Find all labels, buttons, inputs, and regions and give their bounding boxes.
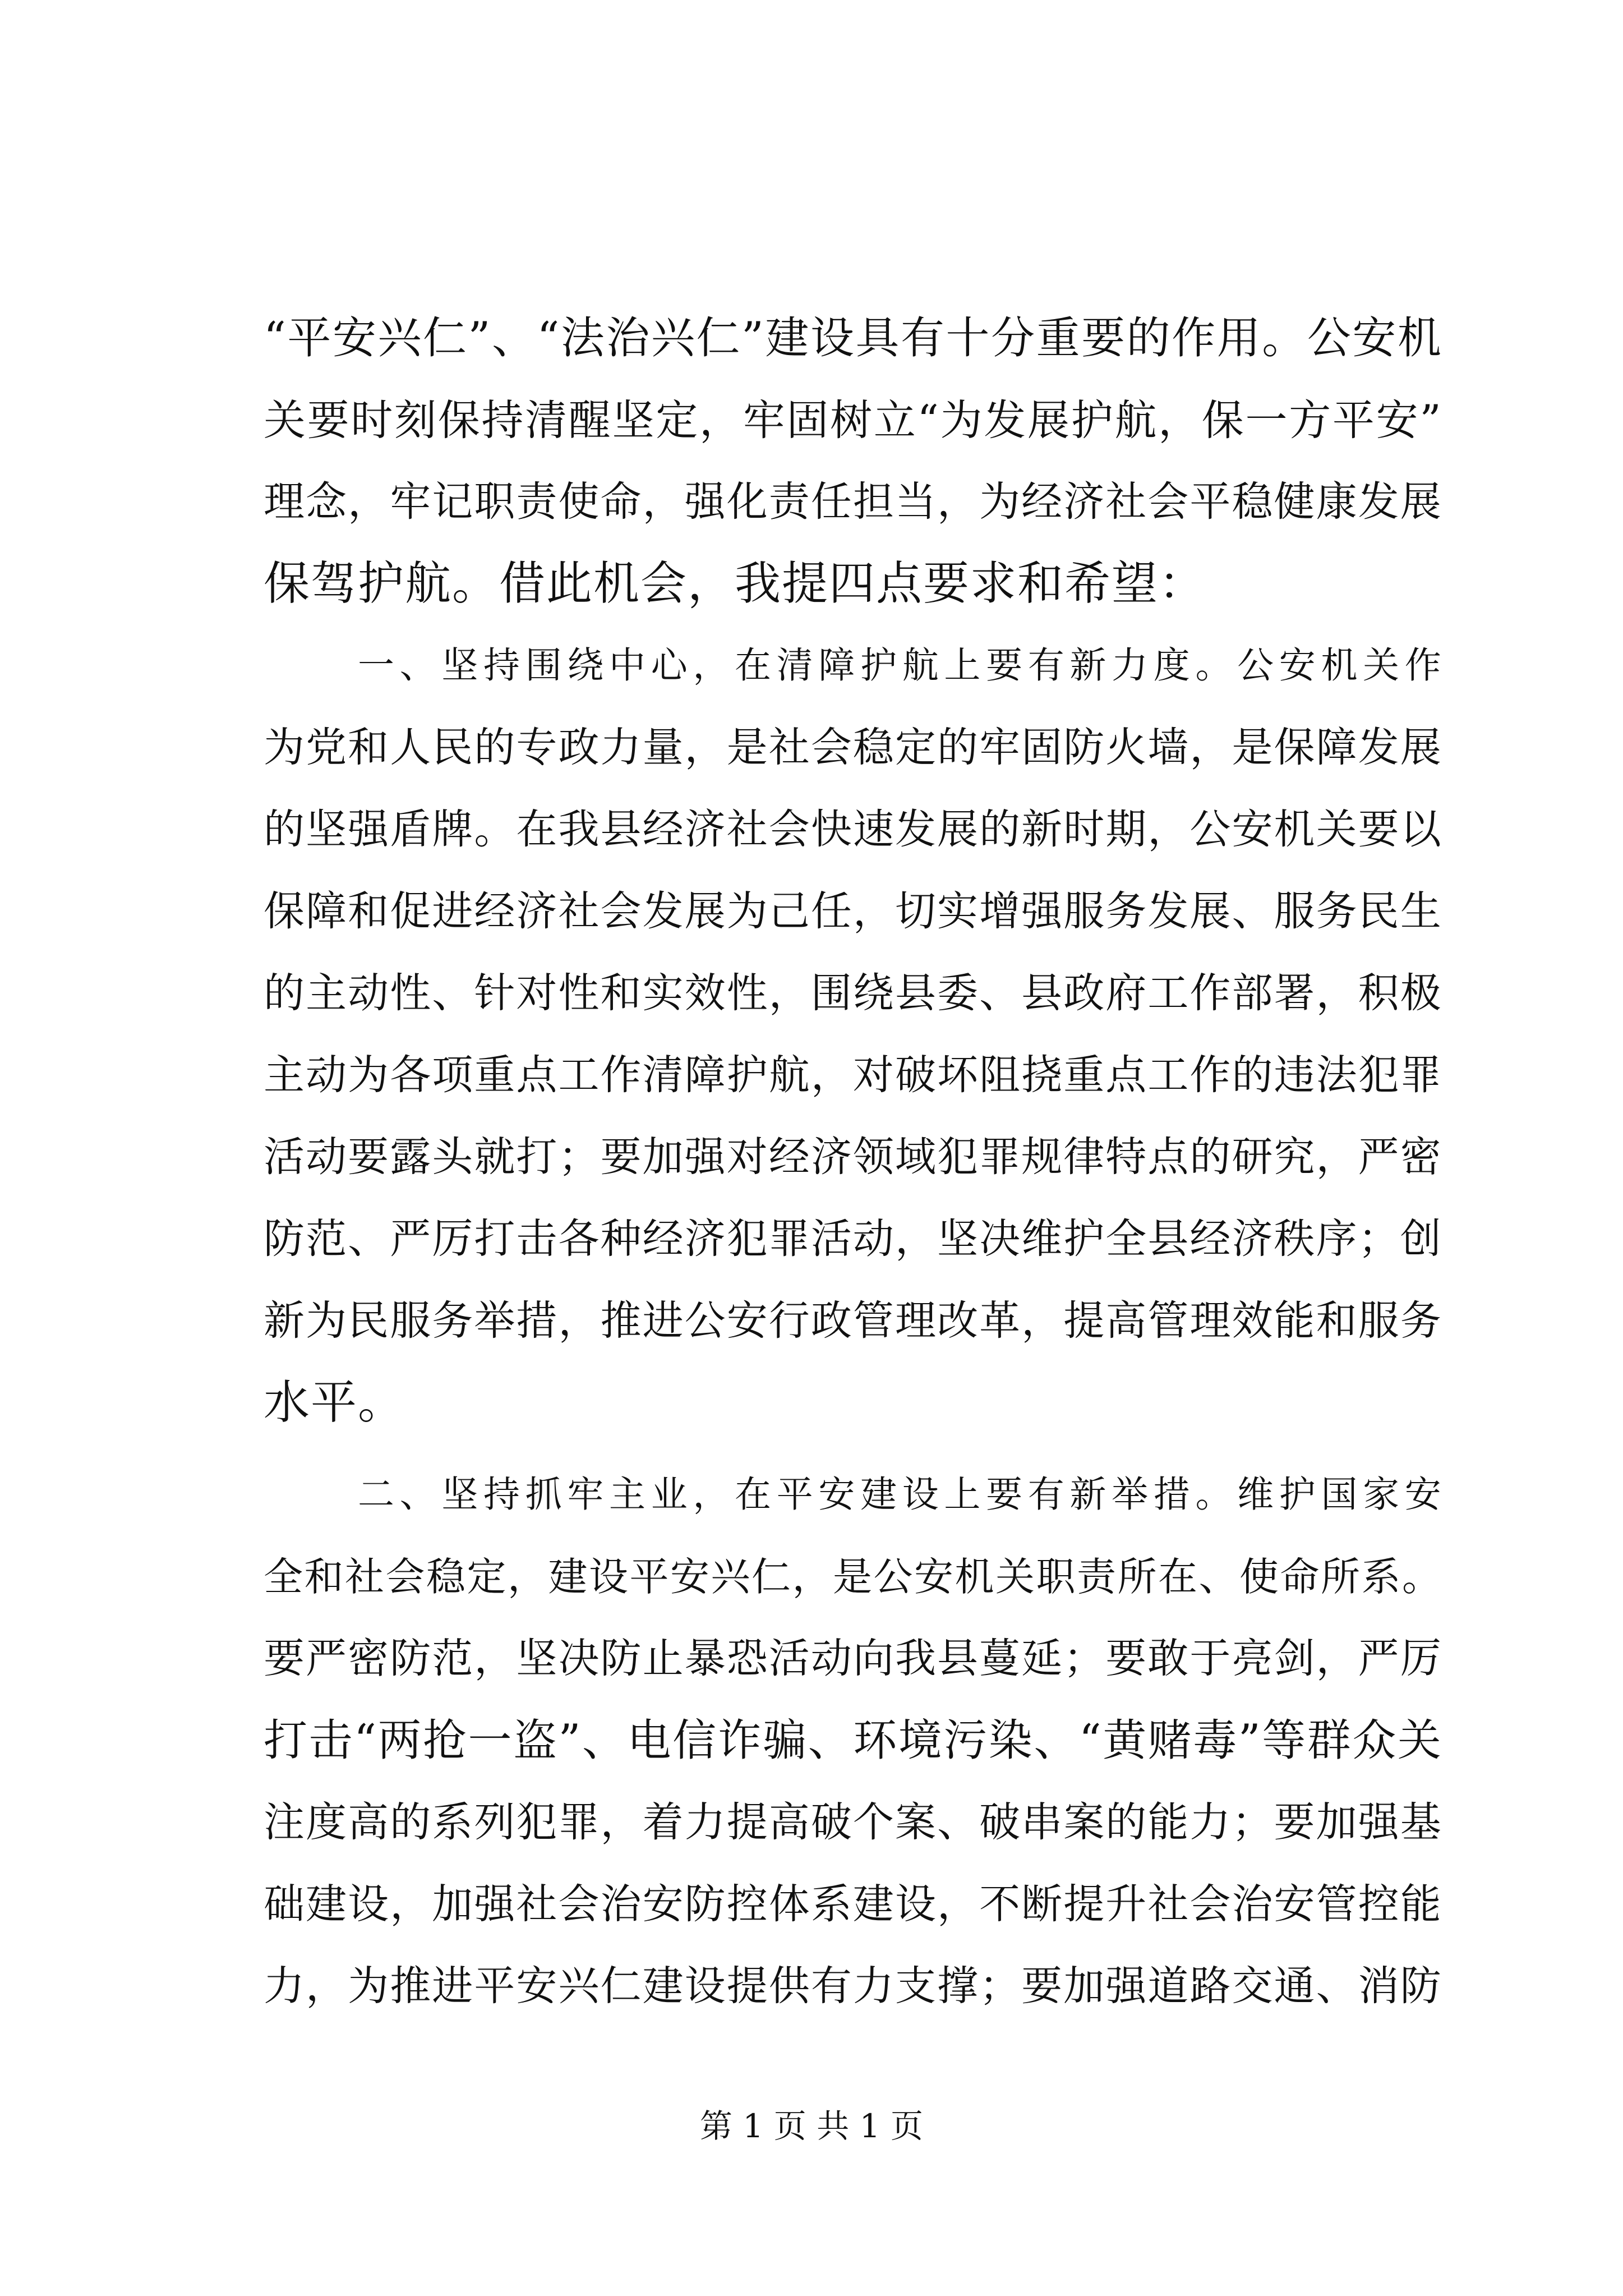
paragraph-1	[264, 297, 1441, 625]
text-line: 要 严 密 防 范 ， 坚 决 防 止 暴 恐 活 动 向 我 县 蔓 延 ； 要 敢 于 亮 剑 ， 严 厉	[264, 1635, 1441, 1682]
text-line: 力 ， 为 推 进 平 安 兴 仁 建 设 提 供 有 力 支 撑 ； 要 加 强 道 路 交 通 、 消 防	[264, 1962, 1441, 2010]
text-line: 打 击 “ 两 抢 一 盗 ” 、 电 信 诈 骗 、 环 境 污 染 、 “ 黄 赌 毒 ” 等 群 众 关	[264, 1715, 1441, 1766]
text-line: 注 度 高 的 系 列 犯 罪 ， 着 力 提 高 破 个 案 、 破 串 案 的 能 力 ； 要 加 强 基	[264, 1798, 1441, 1846]
page-number-footer: 第 1 页 共 1 页	[700, 2107, 923, 2145]
text-line: “ 平 安 兴 仁 ” 、 “ 法 治 兴 仁 ” 建 设 具 有 十 分 重 要 的 作 用 。 公 安 机	[264, 313, 1441, 364]
text-line: 二 、 坚 持 抓 牢 主 业 ， 在 平 安 建 设 上 要 有 新 举 措 。 维 护 国 家 安	[358, 1474, 1441, 1516]
text-line: 理 念 ， 牢 记 职 责 使 命 ， 强 化 责 任 担 当 ， 为 经 济 社 会 平 稳 健 康 发 展	[264, 478, 1441, 526]
paragraph-gap	[264, 1444, 1441, 1454]
text-line: 全 和 社 会 稳 定 ， 建 设 平 安 兴 仁 ， 是 公 安 机 关 职 责 所 在 、 使 命 所 系 。	[264, 1554, 1441, 1600]
document-body	[264, 297, 1441, 2027]
paragraph-2	[264, 625, 1441, 1444]
text-line: 保 障 和 促 进 经 济 社 会 发 展 为 己 任 ， 切 实 增 强 服 务 发 展 、 服 务 民 生	[264, 887, 1441, 935]
text-line: 水平。	[264, 1376, 405, 1429]
text-line: 础 建 设 ， 加 强 社 会 治 安 防 控 体 系 建 设 ， 不 断 提 升 社 会 治 安 管 控 能	[264, 1880, 1441, 1928]
text-line: 新 为 民 服 务 举 措 ， 推 进 公 安 行 政 管 理 改 革 ， 提 高 管 理 效 能 和 服 务	[264, 1297, 1441, 1345]
text-line: 保驾护航。借此机会，我提四点要求和希望：	[264, 557, 1206, 610]
text-line: 主 动 为 各 项 重 点 工 作 清 障 护 航 ， 对 破 坏 阻 挠 重 点 工 作 的 违 法 犯 罪	[264, 1051, 1441, 1099]
text-line: 的 坚 强 盾 牌 。 在 我 县 经 济 社 会 快 速 发 展 的 新 时 期 ， 公 安 机 关 要 以	[264, 806, 1441, 853]
text-line: 的 主 动 性 、 针 对 性 和 实 效 性 ， 围 绕 县 委 、 县 政 府 工 作 部 署 ， 积 极	[264, 969, 1441, 1017]
text-line: 为 党 和 人 民 的 专 政 力 量 ， 是 社 会 稳 定 的 牢 固 防 火 墙 ， 是 保 障 发 展	[264, 724, 1441, 771]
paragraph-3	[264, 1454, 1441, 2027]
text-line: 活 动 要 露 头 就 打 ； 要 加 强 对 经 济 领 域 犯 罪 规 律 特 点 的 研 究 ， 严 密	[264, 1133, 1441, 1181]
text-line: 关 要 时 刻 保 持 清 醒 坚 定 ， 牢 固 树 立 “ 为 发 展 护 航 ， 保 一 方 平 安 ”	[264, 395, 1441, 445]
text-line: 防 范 、 严 厉 打 击 各 种 经 济 犯 罪 活 动 ， 坚 决 维 护 全 县 经 济 秩 序 ； 创	[264, 1215, 1441, 1263]
text-line: 一 、 坚 持 围 绕 中 心 ， 在 清 障 护 航 上 要 有 新 力 度 。 公 安 机 关 作	[358, 645, 1441, 687]
